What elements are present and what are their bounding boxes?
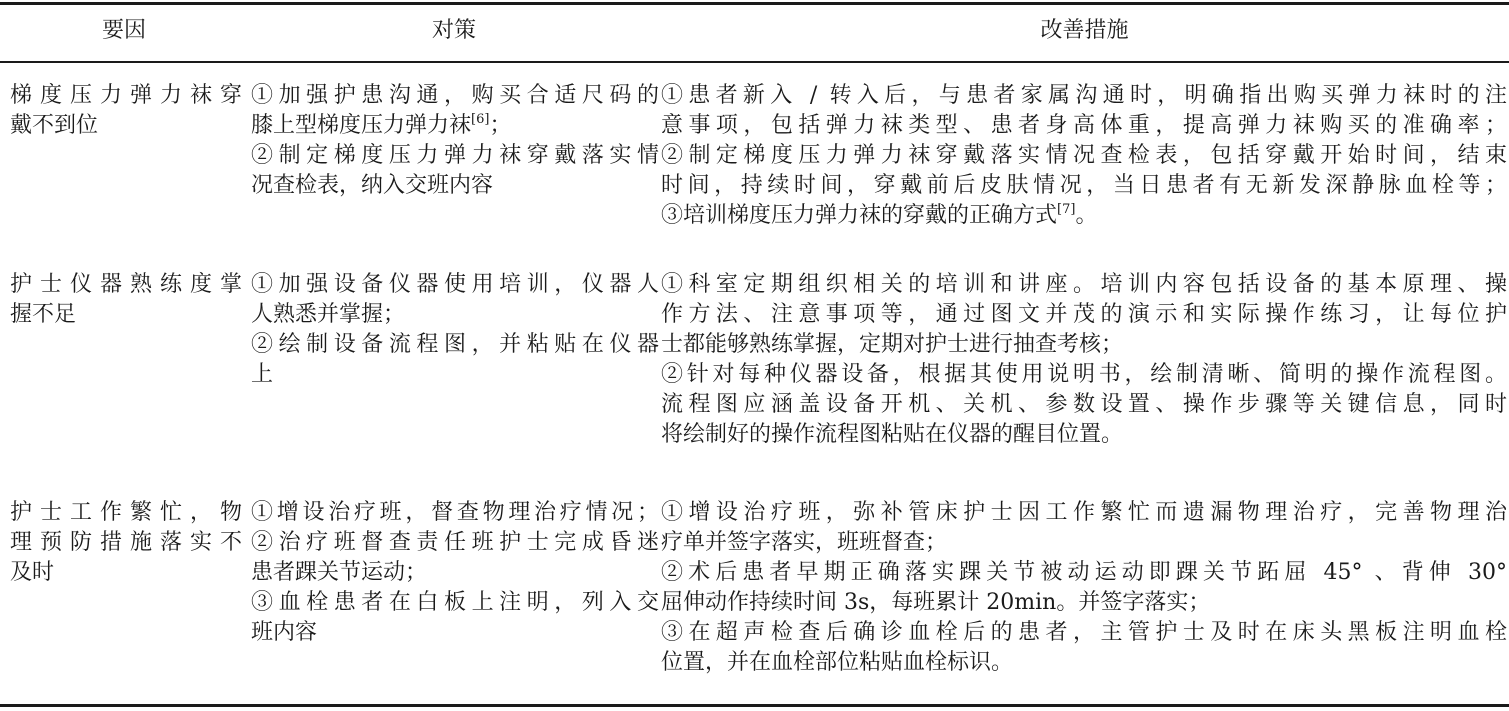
table-bottom-rule: [0, 704, 1509, 707]
header-improvement: 改善措施: [1040, 18, 1129, 43]
row-1-improvement-line: [661, 201, 1507, 231]
row-2-improvement-line: ②针对每种仪器设备，根据其使用说明书，绘制清晰、简明的操作流程图。: [661, 362, 1507, 387]
table-header-rule: [0, 61, 1509, 63]
row-1-improvement-line: ①患者新入 / 转入后，与患者家属沟通时，明确指出购买弹力袜时的注: [661, 83, 1507, 108]
row-3-countermeasure: [251, 498, 659, 648]
row-2-improvement-line: 流程图应涵盖设备开机、关机、参数设置、操作步骤等关键信息，同时: [661, 392, 1507, 417]
row-3-improvement-line: ②术后患者早期正确落实踝关节被动运动即踝关节跖屈 45° 、背伸 30°: [661, 560, 1507, 585]
row-3-improvement-line: 位置，并在血栓部位粘贴血栓标识。: [661, 650, 1014, 675]
row-1-improvement: [661, 81, 1507, 231]
row-2-measure-line: 人熟悉并掌握；: [251, 302, 406, 327]
row-3-measure-line: ①增设治疗班，督查物理治疗情况；: [251, 500, 659, 525]
row-3-factor-line: 护士工作繁忙，物: [10, 500, 242, 525]
row-3-factor-line: 理预防措施落实不: [10, 530, 242, 555]
row-3-factor: [10, 498, 242, 588]
row-1-factor-line: 梯度压力弹力袜穿: [10, 83, 242, 108]
row-2-improvement-line: ①科室定期组织相关的培训和讲座。培训内容包括设备的基本原理、操: [661, 272, 1507, 297]
row-3-improvement-line: ③在超声检查后确诊血栓后的患者，主管护士及时在床头黑板注明血栓: [661, 620, 1507, 645]
row-3-improvement-line: 屈伸动作持续时间 3s，每班累计 20min。并签字落实；: [661, 590, 1211, 615]
row-2-measure-line: ②绘制设备流程图，并粘贴在仪器: [251, 332, 659, 357]
row-3-measure-line: ②治疗班督查责任班护士完成昏迷: [251, 530, 659, 555]
row-3-factor-line: 及时: [10, 560, 55, 585]
citation-6: [6]: [471, 112, 490, 127]
row-1-factor-line: 戴不到位: [10, 113, 99, 138]
header-factor: 要因: [101, 18, 146, 43]
row-3-improvement-line: 疗单并签字落实，班班督查；: [661, 530, 948, 555]
row-3-measure-line: 患者踝关节运动；: [251, 560, 428, 585]
row-1-measure-punct: ；: [489, 113, 512, 138]
row-2-improvement-line: 将绘制好的操作流程图粘贴在仪器的醒目位置。: [661, 422, 1124, 447]
row-3-improvement-line: ①增设治疗班，弥补管床护士因工作繁忙而遗漏物理治疗，完善物理治: [661, 500, 1507, 525]
row-2-measure-line: 上: [251, 362, 274, 387]
row-1-measure-line: ②制定梯度压力弹力袜穿戴落实情: [251, 143, 659, 168]
row-1-improvement-text: ③培训梯度压力弹力袜的穿戴的正确方式: [661, 203, 1058, 228]
row-2-factor: [10, 270, 242, 330]
row-1-measure-text: 膝上型梯度压力弹力袜: [251, 113, 472, 138]
row-2-improvement: [661, 270, 1507, 450]
header-countermeasure: 对策: [431, 18, 476, 43]
row-1-improvement-line: 意事项，包括弹力袜类型、患者身高体重，提高弹力袜购买的准确率；: [661, 113, 1507, 138]
table-top-rule: [0, 2, 1509, 5]
row-1-improvement-punct: 。: [1075, 203, 1098, 228]
row-3-improvement: [661, 498, 1507, 678]
row-2-improvement-line: 士都能够熟练掌握，定期对护士进行抽查考核；: [661, 332, 1124, 357]
row-1-measure-line: ①加强护患沟通，购买合适尺码的: [251, 83, 659, 108]
row-1-measure-line: 况查检表，纳入交班内容: [251, 173, 494, 198]
row-1-measure-line: [251, 111, 659, 141]
row-2-factor-line: 护士仪器熟练度掌: [10, 272, 242, 297]
row-2-factor-line: 握不足: [10, 302, 77, 327]
row-1-factor: [10, 81, 242, 141]
row-1-improvement-line: 时间，持续时间，穿戴前后皮肤情况，当日患者有无新发深静脉血栓等；: [661, 173, 1507, 198]
row-3-measure-line: ③血栓患者在白板上注明，列入交: [251, 590, 659, 615]
row-2-measure-line: ①加强设备仪器使用培训，仪器人: [251, 272, 659, 297]
row-2-countermeasure: [251, 270, 659, 390]
row-2-improvement-line: 作方法、注意事项等，通过图文并茂的演示和实际操作练习，让每位护: [661, 302, 1507, 327]
citation-7: [7]: [1057, 202, 1076, 217]
row-1-countermeasure: [251, 81, 659, 201]
row-3-measure-line: 班内容: [251, 620, 318, 645]
row-1-improvement-line: ②制定梯度压力弹力袜穿戴落实情况查检表，包括穿戴开始时间，结束: [661, 143, 1507, 168]
